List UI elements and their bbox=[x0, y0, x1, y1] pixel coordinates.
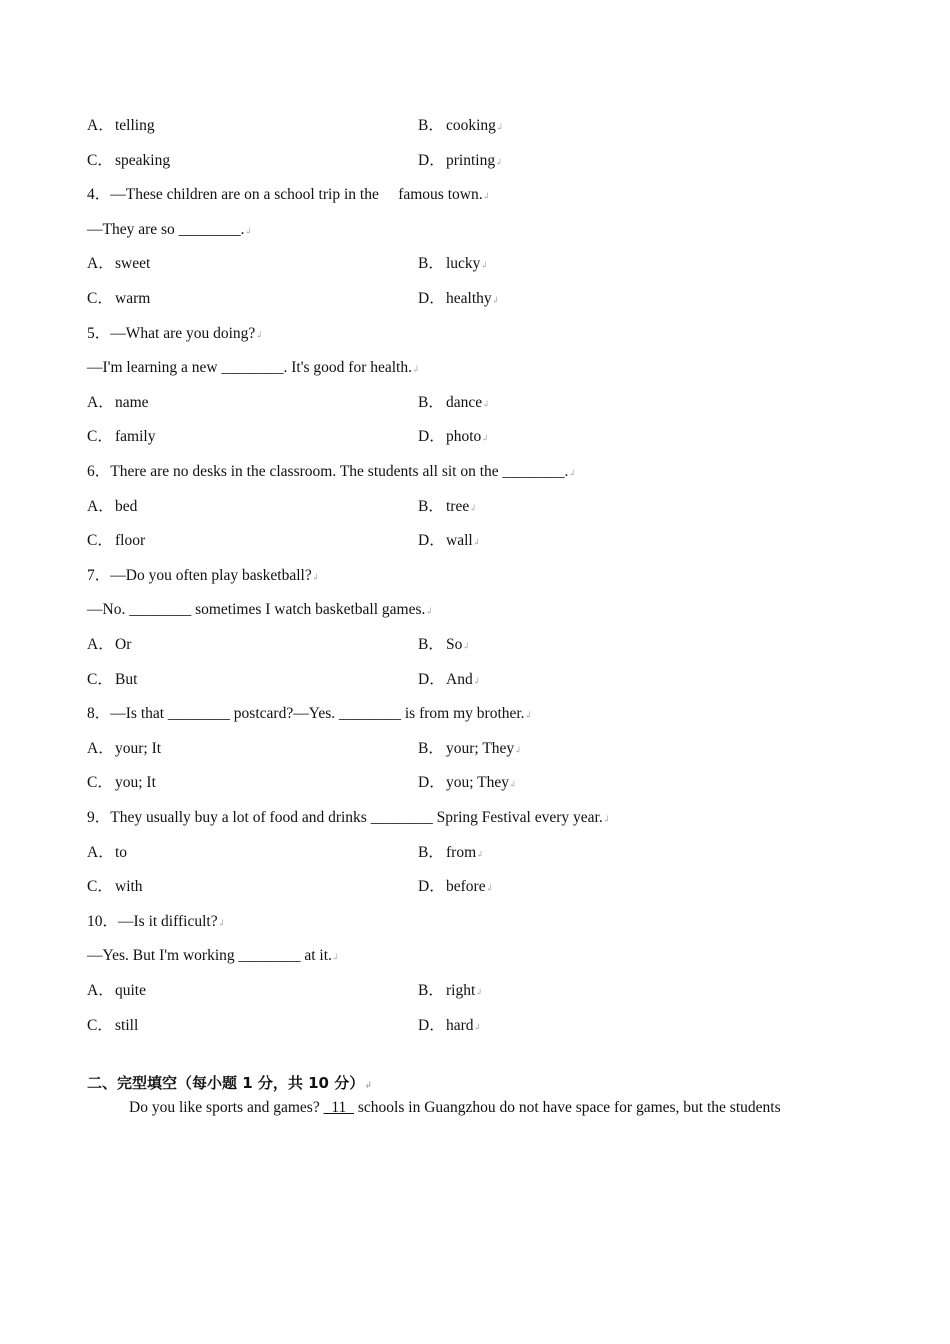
option-letter: D． bbox=[418, 878, 445, 895]
option-text: with bbox=[115, 878, 143, 895]
question-text: —They are so ________. bbox=[87, 221, 245, 238]
question-text: 4．—These children are on a school trip in the famous town. bbox=[87, 186, 483, 203]
answer-option bbox=[418, 287, 499, 311]
option-text: warm bbox=[115, 290, 151, 307]
option-text: right bbox=[446, 982, 476, 999]
option-text: you; They bbox=[446, 774, 509, 791]
option-letter: C． bbox=[87, 290, 113, 307]
option-text: family bbox=[115, 428, 156, 445]
question-text: 8．—Is that ________ postcard?—Yes. ________ is from my brother. bbox=[87, 705, 525, 722]
option-text: speaking bbox=[115, 152, 171, 169]
answer-option bbox=[418, 668, 480, 692]
answer-option bbox=[87, 252, 150, 276]
option-letter: A． bbox=[87, 117, 114, 134]
option-text: quite bbox=[115, 982, 146, 999]
answer-option bbox=[87, 149, 170, 173]
section-title-text: 二、完型填空（每小题 1 分，共 10 分） bbox=[87, 1074, 365, 1092]
answer-option bbox=[418, 425, 489, 449]
option-letter: B． bbox=[418, 982, 444, 999]
answer-option bbox=[87, 391, 149, 415]
paragraph-mark-icon: ↲ bbox=[217, 918, 226, 928]
answer-option bbox=[87, 875, 143, 899]
option-text: still bbox=[115, 1017, 139, 1034]
option-letter: B． bbox=[418, 740, 444, 757]
answer-option bbox=[87, 979, 146, 1003]
answer-option bbox=[418, 149, 503, 173]
paragraph-mark-icon: ↲ bbox=[472, 537, 481, 547]
paragraph-mark-icon: ↲ bbox=[473, 1022, 482, 1032]
option-letter: A． bbox=[87, 498, 114, 515]
cloze-paragraph bbox=[129, 1096, 781, 1120]
option-letter: B． bbox=[418, 498, 444, 515]
answer-option bbox=[418, 633, 470, 657]
option-text: telling bbox=[115, 117, 155, 134]
option-letter: D． bbox=[418, 532, 445, 549]
answer-option bbox=[87, 495, 137, 519]
question-text: —I'm learning a new ________. It's good for health. bbox=[87, 359, 412, 376]
option-text: your; It bbox=[115, 740, 162, 757]
paragraph-mark-icon: ↲ bbox=[481, 433, 489, 443]
option-text: bed bbox=[115, 498, 138, 515]
cloze-blank-11: 11 bbox=[323, 1099, 355, 1116]
option-text: wall bbox=[446, 532, 473, 549]
question-text: 5．—What are you doing? bbox=[87, 325, 256, 342]
question-text: 9．They usually buy a lot of food and drinks ________ Spring Festival every year. bbox=[87, 809, 603, 826]
option-letter: C． bbox=[87, 774, 113, 791]
paragraph-mark-icon: ↲ bbox=[364, 1081, 372, 1091]
section-title bbox=[87, 1071, 372, 1098]
question-text: 7．—Do you often play basketball? bbox=[87, 567, 312, 584]
option-letter: C． bbox=[87, 878, 113, 895]
answer-option bbox=[87, 668, 137, 692]
answer-option bbox=[418, 771, 517, 795]
question-text: 6．There are no desks in the classroom. The students all sit on the ________. bbox=[87, 463, 569, 480]
paragraph-mark-icon: ↲ bbox=[509, 779, 517, 789]
question-line bbox=[87, 564, 319, 588]
question-line bbox=[87, 598, 433, 622]
option-letter: C． bbox=[87, 1017, 113, 1034]
answer-option bbox=[87, 771, 156, 795]
answer-option bbox=[87, 633, 131, 657]
option-letter: D． bbox=[418, 290, 445, 307]
paragraph-mark-icon: ↲ bbox=[495, 157, 503, 167]
paragraph-mark-icon: ↲ bbox=[476, 849, 484, 859]
option-text: floor bbox=[115, 532, 146, 549]
paragraph-mark-icon: ↲ bbox=[331, 952, 340, 962]
option-text: And bbox=[446, 671, 473, 688]
paragraph-mark-icon: ↲ bbox=[485, 883, 494, 893]
answer-option bbox=[418, 252, 488, 276]
answer-option bbox=[418, 529, 480, 553]
option-letter: C． bbox=[87, 152, 113, 169]
option-letter: A． bbox=[87, 255, 114, 272]
question-line bbox=[87, 806, 610, 830]
option-letter: D． bbox=[418, 1017, 445, 1034]
answer-option bbox=[418, 841, 484, 865]
answer-option bbox=[418, 875, 493, 899]
option-letter: A． bbox=[87, 636, 114, 653]
paragraph-mark-icon: ↲ bbox=[491, 295, 500, 305]
option-letter: C． bbox=[87, 671, 113, 688]
paragraph-mark-icon: ↲ bbox=[425, 606, 433, 616]
answer-option bbox=[87, 529, 145, 553]
option-letter: A． bbox=[87, 982, 114, 999]
paragraph-mark-icon: ↲ bbox=[311, 572, 320, 582]
option-text: So bbox=[446, 636, 463, 653]
option-letter: B． bbox=[418, 255, 444, 272]
cloze-text-end: schools in Guangzhou do not have space for games, but the students bbox=[354, 1099, 781, 1116]
question-line bbox=[87, 910, 225, 934]
option-letter: D． bbox=[418, 152, 445, 169]
option-text: before bbox=[446, 878, 486, 895]
option-text: dance bbox=[446, 394, 483, 411]
option-letter: D． bbox=[418, 774, 445, 791]
answer-option bbox=[418, 114, 503, 138]
answer-option bbox=[87, 737, 161, 761]
paragraph-mark-icon: ↲ bbox=[244, 226, 253, 236]
question-text: 10．—Is it difficult? bbox=[87, 913, 218, 930]
question-line bbox=[87, 460, 576, 484]
answer-option bbox=[418, 391, 490, 415]
paragraph-mark-icon: ↲ bbox=[524, 710, 533, 720]
option-text: cooking bbox=[446, 117, 496, 134]
option-text: But bbox=[115, 671, 138, 688]
option-letter: B． bbox=[418, 394, 444, 411]
option-letter: B． bbox=[418, 844, 444, 861]
option-letter: A． bbox=[87, 740, 114, 757]
option-text: hard bbox=[446, 1017, 474, 1034]
answer-option bbox=[418, 1014, 481, 1038]
question-text: —Yes. But I'm working ________ at it. bbox=[87, 947, 332, 964]
paragraph-mark-icon: ↲ bbox=[412, 364, 420, 374]
answer-option bbox=[418, 495, 477, 519]
option-text: name bbox=[115, 394, 149, 411]
option-letter: B． bbox=[418, 117, 444, 134]
option-text: you; It bbox=[115, 774, 156, 791]
option-letter: B． bbox=[418, 636, 444, 653]
option-text: your; They bbox=[446, 740, 515, 757]
paragraph-mark-icon: ↲ bbox=[482, 399, 490, 409]
option-text: to bbox=[115, 844, 128, 861]
option-letter: D． bbox=[418, 428, 445, 445]
question-line bbox=[87, 356, 420, 380]
question-line bbox=[87, 944, 339, 968]
paragraph-mark-icon: ↲ bbox=[469, 503, 477, 513]
paragraph-mark-icon: ↲ bbox=[482, 191, 491, 201]
question-line bbox=[87, 218, 252, 242]
question-line bbox=[87, 183, 490, 207]
answer-option bbox=[418, 979, 483, 1003]
answer-option bbox=[87, 425, 155, 449]
paragraph-mark-icon: ↲ bbox=[514, 745, 522, 755]
option-text: sweet bbox=[115, 255, 151, 272]
option-text: healthy bbox=[446, 290, 492, 307]
answer-option bbox=[87, 114, 155, 138]
option-letter: C． bbox=[87, 532, 113, 549]
option-text: tree bbox=[446, 498, 470, 515]
cloze-text-start: Do you like sports and games? bbox=[129, 1099, 324, 1116]
paragraph-mark-icon: ↲ bbox=[462, 641, 470, 651]
paragraph-mark-icon: ↲ bbox=[568, 468, 576, 478]
paragraph-mark-icon: ↲ bbox=[602, 814, 611, 824]
option-text: Or bbox=[115, 636, 132, 653]
answer-option bbox=[87, 1014, 138, 1038]
option-letter: A． bbox=[87, 394, 114, 411]
paragraph-mark-icon: ↲ bbox=[480, 260, 488, 270]
answer-option bbox=[418, 737, 522, 761]
paragraph-mark-icon: ↲ bbox=[475, 987, 483, 997]
answer-option bbox=[87, 841, 127, 865]
question-line bbox=[87, 322, 263, 346]
option-text: printing bbox=[446, 152, 496, 169]
option-letter: A． bbox=[87, 844, 114, 861]
paragraph-mark-icon: ↲ bbox=[255, 330, 263, 340]
answer-option bbox=[87, 287, 150, 311]
question-line bbox=[87, 702, 532, 726]
option-letter: D． bbox=[418, 671, 445, 688]
option-letter: C． bbox=[87, 428, 113, 445]
option-text: photo bbox=[446, 428, 482, 445]
question-text: —No. ________ sometimes I watch basketball games. bbox=[87, 601, 426, 618]
paragraph-mark-icon: ↲ bbox=[472, 676, 481, 686]
option-text: lucky bbox=[446, 255, 481, 272]
paragraph-mark-icon: ↲ bbox=[495, 122, 504, 132]
option-text: from bbox=[446, 844, 477, 861]
